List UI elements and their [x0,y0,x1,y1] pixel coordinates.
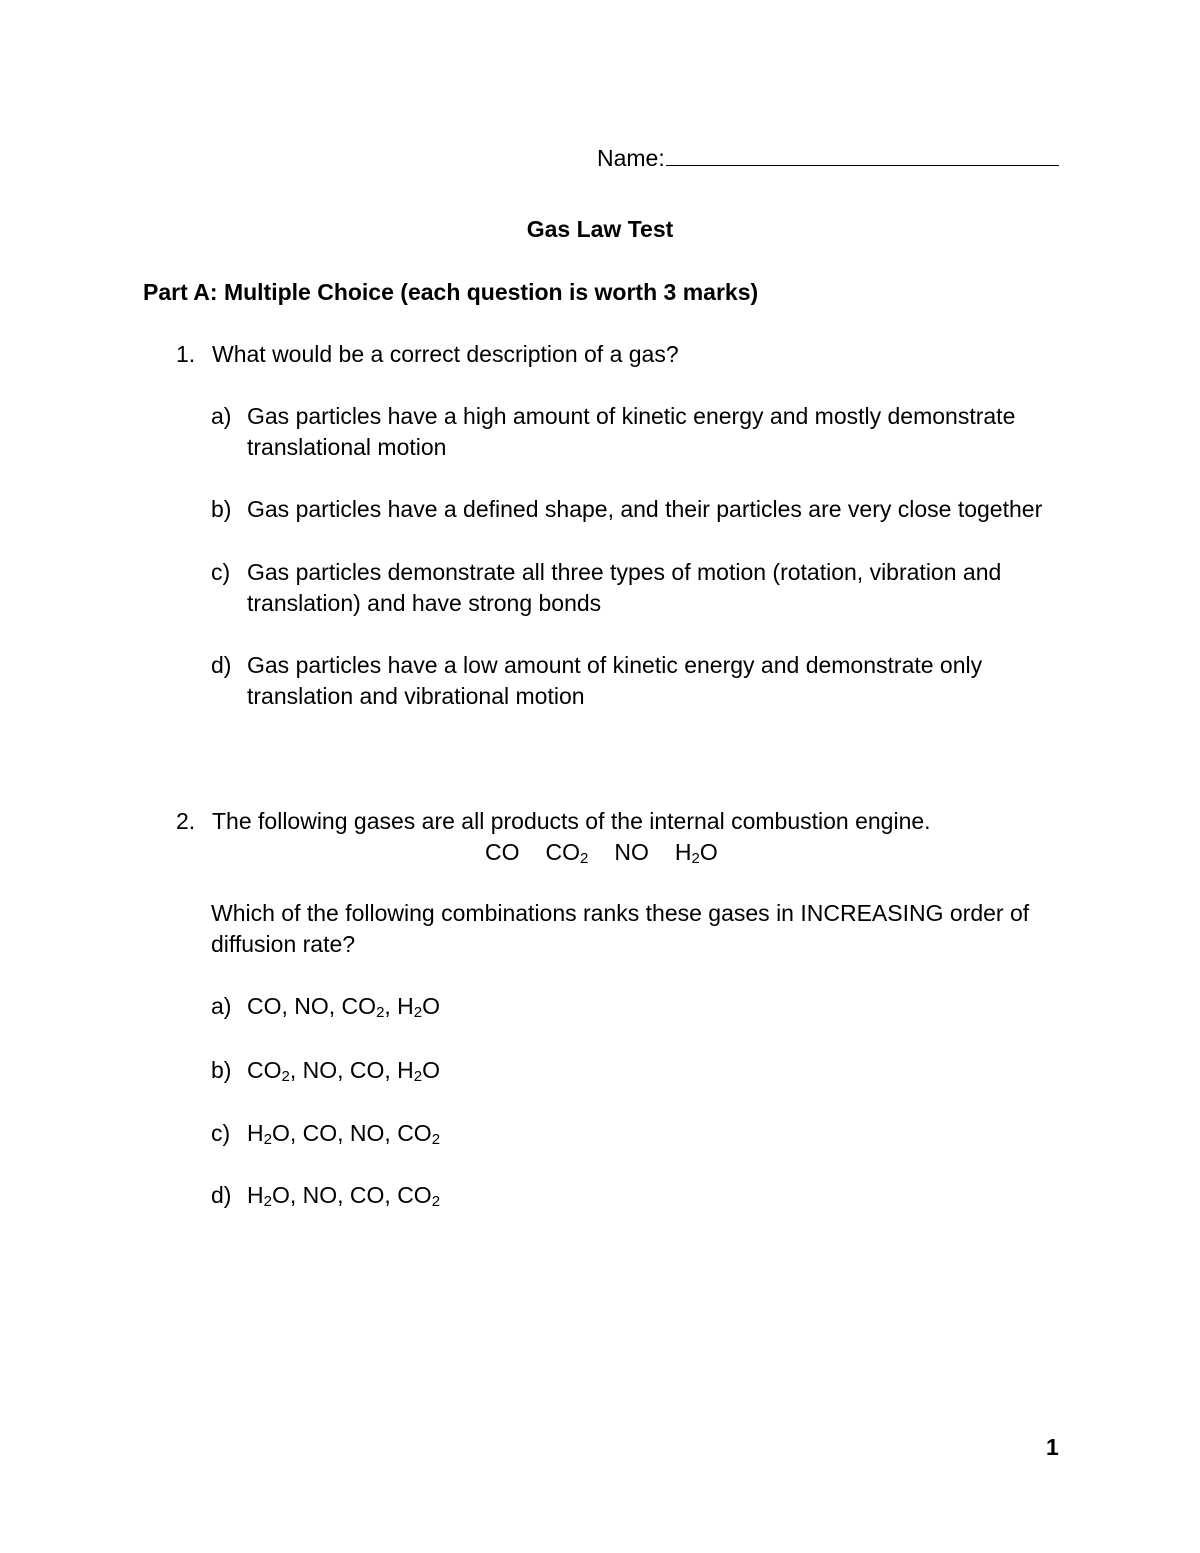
option-letter: a) [211,403,232,429]
page-number: 1 [1046,1434,1059,1460]
q2-prompt: Which of the following combinations ranks these gases in INCREASING order of [211,900,1030,926]
gas-list [485,837,744,868]
document-title: Gas Law Test [526,216,674,242]
option-letter: d) [211,1182,232,1208]
q2-option-d [211,1180,440,1211]
q2-option-a [211,991,440,1022]
question-number: 1. [176,341,196,367]
option-text: Gas particles demonstrate all three types of motion (rotation, vibration and [247,559,1002,585]
q1-option-d [211,650,982,681]
q1-option-d-continued: translation and vibrational motion [247,683,585,709]
q2-option-b [211,1055,440,1086]
question-text: The following gases are all products of the internal combustion engine. [212,808,931,834]
name-blank-line [666,143,1059,166]
option-letter: c) [211,559,231,585]
option-letter: c) [211,1120,231,1146]
gas-formula: $CO_2$ [545,839,589,867]
q1-option-b [211,494,1042,525]
gas-formula: $H_2O$ [674,839,718,867]
question-text: What would be a correct description of a gas? [212,341,679,367]
q1-option-a-continued: translational motion [247,434,447,460]
q1-option-c [211,557,1001,588]
name-label: Name: [597,145,665,171]
question-number: 2. [176,808,196,834]
part-a-heading: Part A: Multiple Choice (each question is worth 3 marks) [143,279,759,305]
name-field [597,143,1059,174]
q2-prompt-continued: diffusion rate? [211,931,356,957]
gas-formula: NO [614,839,649,865]
option-text: Gas particles have a low amount of kinetic energy and demonstrate only [247,652,983,678]
option-text: Gas particles have a defined shape, and their particles are very close together [247,496,1043,522]
option-letter: b) [211,1057,232,1083]
q1-option-a [211,401,1015,432]
option-text: $H_2O$, NO, CO, $CO_2$ [247,1182,441,1210]
option-letter: a) [211,993,232,1019]
option-text: $H_2O$, CO, NO, $CO_2$ [247,1120,441,1148]
option-text: $CO_2$, NO, CO, $H_2O$ [247,1057,441,1085]
q2-option-c [211,1118,440,1149]
option-letter: b) [211,496,232,522]
option-text: CO, NO, $CO_2$, $H_2O$ [247,993,441,1021]
gas-formula: CO [485,839,520,865]
question-1 [176,339,679,370]
option-text: Gas particles have a high amount of kinetic energy and mostly demonstrate [247,403,1016,429]
q1-option-c-continued: translation) and have strong bonds [247,590,602,616]
option-letter: d) [211,652,232,678]
question-2 [176,806,931,837]
